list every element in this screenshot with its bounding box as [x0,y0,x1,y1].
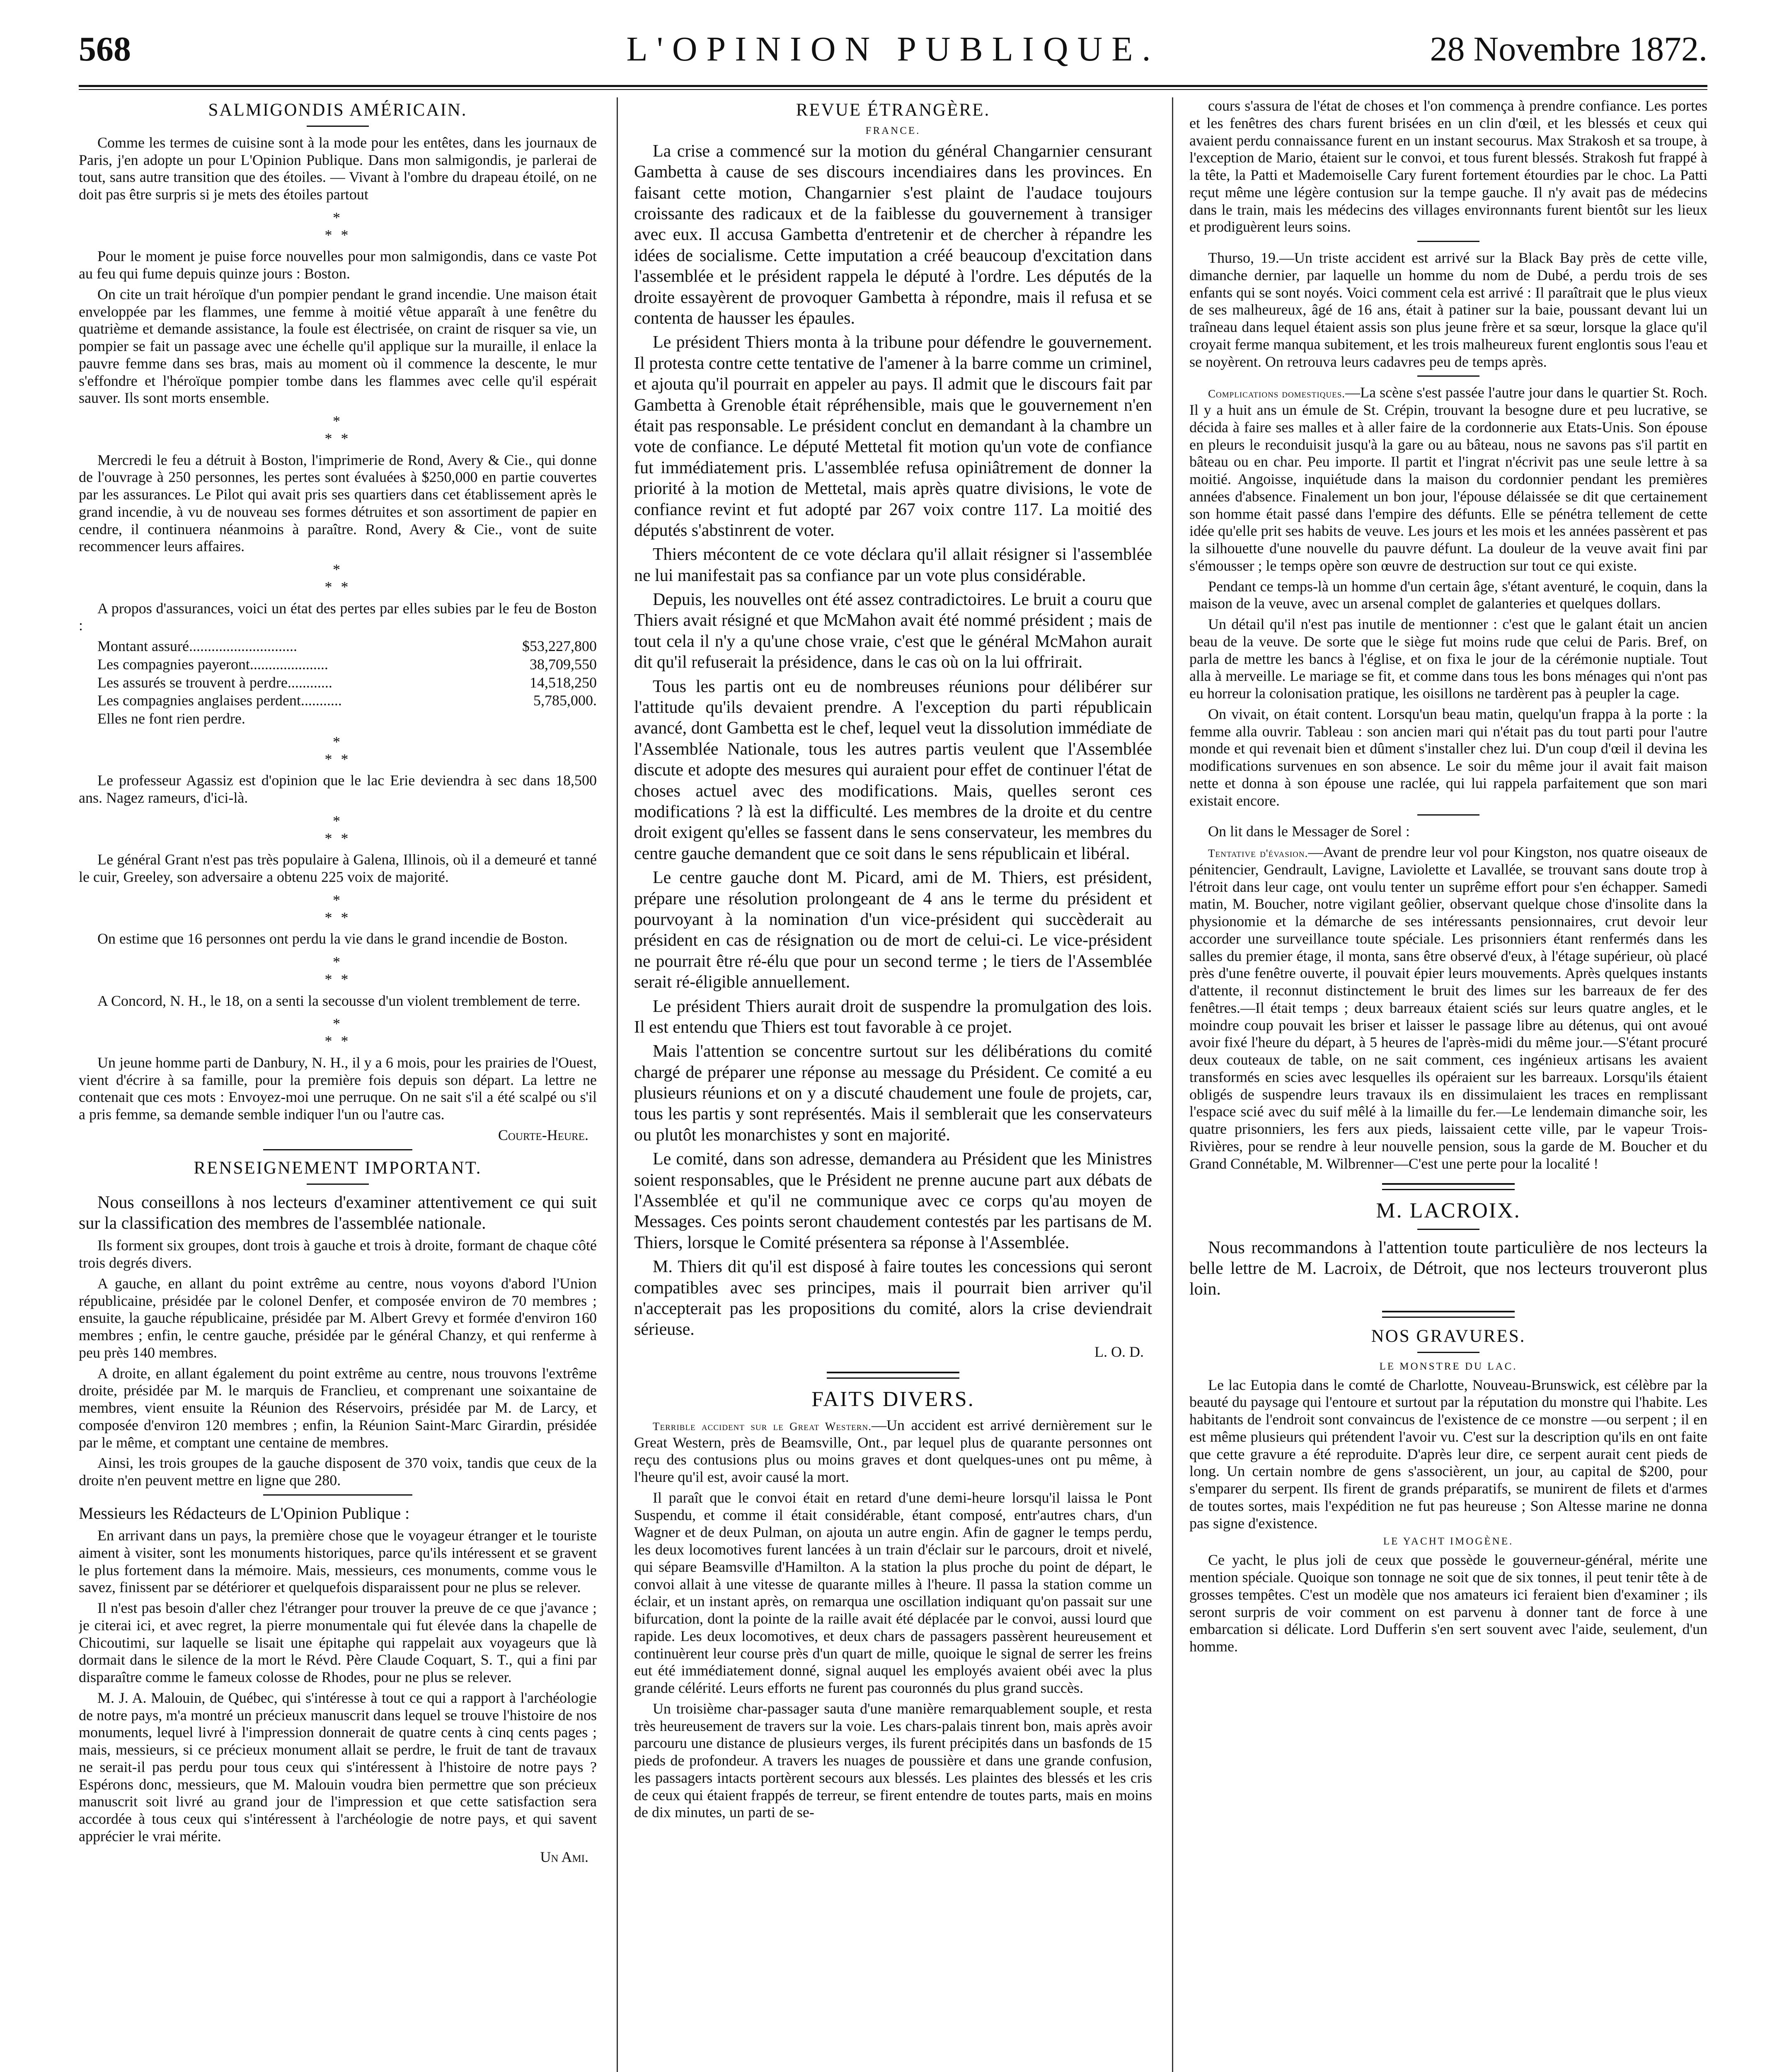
article-title: NOS GRAVURES. [1371,1326,1526,1346]
paragraph: M. Thiers dit qu'il est disposé à faire toutes les concessions qui seront compatibles avec ses principes, mais il pourrait bien arriver qu'il n'accepterait pas les propositions du comité, alors la crise deviendrait sérieuse. [634,1257,1152,1339]
paragraph: Thurso, 19.—Un triste accident est arrivé sur la Black Bay près de cette ville, dimanche dernier, par laquelle un homme du nom de Dubé, a perdu trois de ses enfants qui se sont noyés. Voici comment cela est arrivé : Il paraîtrait que le plus vieux de ses malheureux, âgé de 16 ans, était à patiner sur la baie, poussant devant lui un traîneau dans lequel étaient assis son plus jeune frère et sa sœur, lorsque la glace qu'il croyait ferme manqua subitement, et les trois malheureux furent englontis sous l'eau et se noyèrent. On retrouva leurs cadavres peu de temps après. [1189,249,1707,370]
paragraph: cours s'assura de l'état de choses et l'on commença à prendre confiance. Les portes et les fenêtres des chars furent brisées en un clin d'œil, et les blessés et ceux qui avaient perdu connaissance furent en un instant secourus. Max Strakosh et sa troupe, à l'exception de Mario, étaient sur le convoi, et tous furent blessés. Strakosh fut frappé à la tête, la Patti et Mademoiselle Cary furent fortement étourdies par le choc. La Patti reçut même une légère contusion sur la tempe gauche. Il n'y avait pas de médecins dans le train, mais les médecins des villages environnants furent bientôt sur les lieux et prodiguèrent leurs soins. [1189,97,1707,235]
asterism: * * * [324,561,351,595]
paragraph: On lit dans le Messager de Sorel : [1208,823,1410,840]
asterism: * * * [324,891,351,926]
double-rule [827,1372,959,1379]
paragraph: A Concord, N. H., le 18, on a senti la secousse d'un violent tremblement de terre. [97,992,581,1009]
issue-date: 28 Novembre 1872. [1430,30,1707,68]
paragraph: Ils forment six groupes, dont trois à gauche et trois à droite, formant de chaque côté trois degrés divers. [79,1237,597,1271]
figure-row [97,638,597,655]
paragraph: Ainsi, les trois groupes de la gauche disposent de 370 voix, tandis que ceux de la droite n'en peuvent mettre en ligne que 280. [79,1455,597,1489]
asterism: * * * [324,954,351,988]
lead-in: Tentative d'évasion. [1208,847,1308,859]
figure-label: Montant assuré............................. [97,638,297,655]
article-title: M. LACROIX. [1376,1199,1521,1223]
masthead-rule-thin [79,89,1707,90]
asterism: * * * [324,812,351,847]
asterism: * * * [324,1015,351,1050]
paragraph [1189,844,1707,1172]
separator [1417,375,1479,377]
paragraph: Nous conseillons à nos lecteurs d'examiner attentivement ce qui suit sur la classification des membres de l'assemblée nationale. [79,1193,597,1233]
paragraph: On vivait, on était content. Lorsqu'un beau matin, quelqu'un frappa à la porte : la femme alla ouvrir. Tableau : son ancien mari qui n'était pas du tout parti pour l'autre monde et qui revenait bien et dûment s'installer chez lui. D'un coup d'œil il devina les modifications survenues en son absence. Le soir du même jour il avait fait maison nette et donna à son épouse une raclée, qui lui rappela parfaitement que son mari existait encore. [1189,705,1707,809]
section-subtitle: LE YACHT IMOGÈNE. [1383,1536,1514,1547]
paragraph: A droite, en allant également du point extrême au centre, nous trouvons l'extrême droite, présidée par M. le marquis de Franclieu, et comprenant une soixantaine de membres, vient ensuite la Réunion des Réservoirs, présidée par M. de Larcy, et composée d'environ 120 membres ; enfin, la Réunion Saint-Marc Girardin, présidée par le même, et comptant une centaine de membres. [79,1365,597,1451]
paragraph: Mais l'attention se concentre surtout sur les délibérations du comité chargé de préparer une réponse au message du Président. Ce comité a eu plusieurs réunions et on y a discuté chaudement une foule de projets, car, tous les partis y sont représentés. Mais il semblerait que les conservateurs ou plutôt les monarchistes y sont en majorité. [634,1042,1152,1145]
paragraph: Thiers mécontent de ce vote déclara qu'il allait résigner si l'assemblée ne lui manifestait pas sa confiance par un vote plus considérable. [634,545,1152,585]
column-2 [634,97,1152,2072]
masthead-rule-thick [79,85,1707,87]
separator [1417,1229,1479,1230]
figure-label: Les compagnies anglaises perdent........... [97,692,342,709]
column-divider [617,97,618,2072]
paragraph [634,1417,1152,1486]
asterism: * * * [324,209,351,243]
figure-row [97,692,597,709]
page-number: 568 [79,30,131,68]
paragraph: Il n'est pas besoin d'aller chez l'étranger pour trouver la preuve de ce que j'avance ; je citerai ici, et avec regret, la pierre monumentale qui fut élevée dans la chapelle de Chicoutimi, sur laquelle se lisait une épitaphe qui rappelait aux voyageurs que là dormait dans le silence de la mort le Révd. Père Claude Coquart, S. T., qui a fini par disparaître comme le fameux colosse de Rhodes, pour ne plus se relever. [79,1600,597,1686]
paragraph: Pendant ce temps-là un homme d'un certain âge, s'étant aventuré, le coquin, dans la maison de la veuve, avec un arsenal complet de galanteries et quelques dollars. [1189,578,1707,612]
signature: Courte-Heure. [498,1126,588,1143]
paragraph: Le général Grant n'est pas très populaire à Galena, Illinois, où il a demeuré et tanné le cuir, Greeley, son adversaire a obtenu 225 voix de majorité. [79,851,597,886]
asterism: * * * [324,733,351,767]
paragraph: Nous recommandons à l'attention toute particulière de nos lecteurs la belle lettre de M. Lacroix, de Détroit, que nos lecteurs trouveront plus loin. [1189,1238,1707,1299]
lead-in: Terrible accident sur le Great Western. [653,1420,872,1433]
separator [1417,814,1479,816]
paragraph: Pour le moment je puise force nouvelles pour mon salmigondis, dans ce vaste Pot au feu qui fume depuis quinze jours : Boston. [79,248,597,282]
paragraph-text: —La scène s'est passée l'autre jour dans le quartier St. Roch. Il y a huit ans un émule de St. Crépin, trouvant la besogne dure et peu lucrative, se décida à faire ses malles et à aller faire de la cordonnerie aux Etats-Unis. Son épouse en pleurs le reconduisit jusqu'à la gare ou au bâteau, nous ne savons pas s'il partit en bâteau ou en char. Peu importe. Il partit et l'ingrat n'écrivit pas une seule lettre à sa moitié. Angoisse, inquiétude dans la maison du cordonnier pendant les premières années d'absence. Finalement un bon jour, l'épouse délaissée se dit que certainement son homme était passé dans l'empire des défunts. Elle se pénétra tellement de cette idée qu'elle prit ses habits de veuve. Les jours et les mois et les années passèrent et pas la silhouette d'une nouvelle du pauvre défunt. La douleur de la veuve avait fini par s'émousser ; le temps opère son œuvre de destruction sur tout ce qui existe. [1189,384,1707,574]
separator [263,1149,412,1150]
figure-value: $53,227,800 [522,638,597,655]
article-title: RENSEIGNEMENT IMPORTANT. [194,1158,482,1178]
separator [1417,241,1479,242]
double-rule [1382,1311,1515,1318]
paragraph: Le lac Eutopia dans le comté de Charlotte, Nouveau-Brunswick, est célèbre par la beauté du paysage qui l'entoure et surtout par la réputation du monstre qui l'habite. Les habitants de l'endroit sont convaincus de l'existence de ce monstre —ou serpent ; il en est même plusieurs qui prétendent l'avoir vu. C'est sur la description qu'ils en ont faite que cette gravure a été reproduite. D'après leur dire, ce serpent aurait cent pieds de long. Un certain nombre de gens s'associèrent, un jour, au capital de $200, pour s'emparer du serpent. Ils firent de grands préparatifs, se munirent de filets et d'armes de toutes sortes, mais l'expédition ne fut pas heureuse ; Son Altesse marine ne donna pas signe d'existence. [1189,1376,1707,1532]
article-title: REVUE ÉTRANGÈRE. [796,100,990,120]
paragraph-text: —Un accident est arrivé dernièrement sur le Great Western, près de Beamsville, Ont., par lequel plus de quarante personnes ont reçu des contusions plus ou moins graves et dont quelques-unes ont pu même, à l'heure qu'il est, avoir causé la mort. [634,1416,1152,1486]
separator [307,1184,369,1185]
figure-value: 14,518,250 [530,674,597,691]
letter-heading: Messieurs les Rédacteurs de L'Opinion Publique : [79,1503,410,1523]
paragraph: Le président Thiers aurait droit de suspendre la promulgation des lois. Il est entendu que Thiers est tout favorable à ce projet. [634,997,1152,1037]
column-1 [79,97,597,2072]
paragraph: En arrivant dans un pays, la première chose que le voyageur étranger et le touriste aiment à visiter, sont les monuments historiques, parce qu'ils intéressent et se gravent le plus fortement dans la mémoire. Mais, messieurs, ces monuments, comme vous le savez, finissent par se détériorer et quelquefois disparaissent pour ne plus se relever. [79,1527,597,1596]
article-title: SALMIGONDIS AMÉRICAIN. [208,100,467,120]
paragraph: Comme les termes de cuisine sont à la mode pour les entêtes, dans les journaux de Paris, j'en adopte un pour L'Opinion Publique. Dans mon salmigondis, je parlerai de tout, sans autre transition que des étoiles. — Vivant à l'ombre du drapeau étoilé, on ne doit pas être surpris si je mets des étoiles partout [79,134,597,203]
lead-in: Complications domestiques. [1208,387,1346,400]
paragraph: A gauche, en allant du point extrême au centre, nous voyons d'abord l'Union républicaine, présidée par le colonel Denfer, et composée environ de 70 membres ; ensuite, la gauche républicaine, présidée par M. Albert Grevy et formée d'environ 160 membres ; enfin, le centre gauche, présidée par le général Chanzy, et qui renferme à peu près 140 membres. [79,1275,597,1361]
paragraph: Un détail qu'il n'est pas inutile de mentionner : c'est que le galant était un ancien beau de la veuve. De sorte que le siège fut moins rude que celui de Paris. Bref, on parla de mettre les bancs à l'église, et on fixa le jour de la cérémonie nuptiale. Tout alla à merveille. Le mariage se fit, et comme dans tous les bons ménages qui n'ont pas eu horreur la colonisation pratique, les oisillons ne tardèrent pas à peupler la cage. [1189,616,1707,702]
signature: Un Ami. [540,1848,588,1865]
paragraph: Ce yacht, le plus joli de ceux que possède le gouverneur-général, mérite une mention spéciale. Quoique son tonnage ne soit que de six tonnes, il peut tenir tête à de grosses tempêtes. C'est un modèle que nos amateurs ici feraient bien d'examiner ; ils seront surpris de voir comment on est parvenu à donner tant de force à une embarcation si délicate. Lord Dufferin s'en sert souvent avec l'aide, seulement, d'un homme. [1189,1552,1707,1655]
double-rule [1382,1183,1515,1190]
asterism: * * * [324,413,351,447]
paragraph: Depuis, les nouvelles ont été assez contradictoires. Le bruit a couru que Thiers avait résigné et que McMahon avait été nommé président ; mais de tout cela il n'y a qu'une chose vraie, c'est que le général McMahon aurait dit qu'il refuserait la présidence, dans le cas où on la lui offrirait. [634,590,1152,672]
figure-label: Les compagnies payeront..................... [97,656,328,673]
column-divider [1172,97,1173,2072]
paragraph: M. J. A. Malouin, de Québec, qui s'intéresse à tout ce qui a rapport à l'archéologie de notre pays, m'a montré un précieux manuscrit dans lequel se trouve l'histoire de nos monuments, lequel livré à l'impression donnerait de quatre cents à cinq cents pages ; mais, messieurs, si ce précieux monument allait se perdre, le fruit de tant de travaux ne serait-il pas perdu pour tous ceux qui s'intéressent à l'histoire de notre pays ? Espérons donc, messieurs, que M. Malouin voudra bien permettre que son précieux manuscrit soit livré au grand jour de l'impression et que cette satisfaction sera accordée à tous ceux qui s'intéressent à l'archéologie de notre pays, et qui savent apprécier le vrai mérite. [79,1689,597,1844]
newspaper-title: L'OPINION PUBLIQUE. [626,30,1160,68]
paragraph: Le président Thiers monta à la tribune pour défendre le gouvernement. Il protesta contre cette tentative de l'amener à la barre comme un criminel, et ajouta qu'il pourrait en appeler au pays. Il admit que le discours fait par Gambetta à Grenoble était répréhensible, mais que le gouvernement n'en était pas responsable. Le président conclut en demandant à la chambre un vote de confiance. Le député Mettetal fit motion qu'un vote de confiance fut immédiatement pris. L'assemblée refusa opiniâtrement de donner la priorité à la motion de Mettetal, mais après quatre divisions, le vote de confiance revint et fut adopté par 267 voix contre 117. La moitié des députés s'abstinrent de voter. [634,333,1152,540]
paragraph: Il paraît que le convoi était en retard d'une demi-heure lorsqu'il laissa le Pont Suspendu, et comme il était considérable, étant composé, entr'autres chars, d'un Wagner et de deux Pulman, on ajouta un autre engin. Afin de gagner le temps perdu, les deux locomotives furent lancées à un train d'éclair sur le parcours, droit et nivelé, qui sépare Beamsville d'Hamilton. A la station la plus proche du point de départ, le convoi allait à une vitesse de quarante milles à l'heure. Il passa la station comme un éclair, et un instant après, on remarqua une oscillation indiquant qu'on passait sur une bifurcation, dont la pointe de la raille avait été déplacée par le convoi, aussi lourd que rapide. Les deux locomotives, et deux chars de passagers passèrent heureusement et continuèrent leur course près d'un quart de mille, quoique le signal de serrer les freins eut été immédiatement donné, signal auquel les employés avaient obéi avec la plus grande célérité. Leurs efforts ne furent pas couronnés du plus grand succès. [634,1489,1152,1697]
paragraph: On cite un trait héroïque d'un pompier pendant le grand incendie. Une maison était enveloppée par les flammes, une femme à moitié vêtue apparaît à une fenêtre du quatrième et demande assistance, la foule est électrisée, on craint de risquer sa vie, un pompier se fait un passage avec une échelle qu'il applique sur la muraille, il enlace la pauvre femme dans ses bras, mais au moment où il commence la descente, le mur s'effondre et l'héroïque pompier tombe dans les flammes avec celle qu'il espérait sauver. Ils sont morts ensemble. [79,286,597,407]
figure-row [97,674,597,692]
paragraph: La crise a commencé sur la motion du général Changarnier censurant Gambetta à cause de ses discours incendiaires dans les provinces. En faisant cette motion, Changarnier s'est plaint de l'audace toujours croissante des radicaux et de la faiblesse du gouvernement à transiger avec eux. Il accusa Gambetta d'entretenir et de chercher à répandre les idées de socialisme. Cette imputation a créé beaucoup d'excitation dans l'assemblée et le président rappela le député à l'ordre. Les députés de la droite essayèrent de provoquer Gambetta à répondre, mais il refusa et se contenta de hausser les épaules. [634,141,1152,328]
column-3 [1189,97,1707,2072]
figure-value: 38,709,550 [530,656,597,673]
figure-value: 5,785,000. [533,692,597,709]
section-subtitle: FRANCE. [865,125,921,136]
article-title: FAITS DIVERS. [811,1387,975,1411]
paragraph: Le comité, dans son adresse, demandera au Président que les Ministres soient responsables, que le Président ne prenne aucune part aux débats de l'Assemblée et qu'il ne communique avec ce corps qu'au moyen de Messages. Ces points seront chaudement contestés par les partisans de M. Thiers, lorsque le Comité présentera sa réponse à l'Assemblée. [634,1150,1152,1252]
paragraph: Elles ne font rien perdre. [97,710,245,727]
paragraph: Tous les partis ont eu de nombreuses réunions pour délibérer sur l'attitude qu'ils devaient prendre. A l'exception du parti républicain avancé, dont Gambetta est le chef, lequel veut la dissolution immédiate de l'Assemblée Nationale, tous les autres partis veulent que l'Assemblée discute et adopte des mesures qui auraient pour effet de continuer l'état de choses actuel avec des modifications. Mais, quelles seront ces modifications ? là est la difficulté. Les membres de la droite et du centre droit exigent qu'elles se fassent dans le sens conservateur, les membres du centre gauche demandent que ce soit dans le sens républicain et libéral. [634,677,1152,863]
paragraph-text: —Avant de prendre leur vol pour Kingston, nos quatre oiseaux de pénitencier, Gendrault, Lavigne, Laviolette et Lavallée, se trouvant sans doute trop à l'étroit dans leur cage, ont voulu tenter un suprême effort pour s'en échapper. Samedi matin, M. Boucher, notre vigilant geôlier, observant quelque chose d'insolite dans la physionomie et la démarche de ses intéressants pensionnaires, crut devoir leur accorder une surveillance toute spéciale. Les prisonniers étant renfermés dans les salles du premier étage, il monta, sans être observé d'eux, à l'étage supérieur, où placé près d'une fenêtre ouverte, il pouvait épier leurs mouvements. Après quelques instants d'attente, il reconnut distinctement le bruit des limes sur les barreaux de fer des fenêtres.—Il était temps ; deux barreaux étaient sciés sur leurs quatre angles, et le moindre coup pouvait les briser et laisser le passage libre au détenus, qui ont avoué avoir fixé l'heure du départ, à 5 heures de l'après-midi du même jour.—S'étant procuré deux couteaux de table, on ne sait comment, ces ingénieux artisans les avaient transformés en scies avec lesquelles ils opéraient sur les barreaux. Lorsqu'ils étaient obligés de suspendre leurs travaux ils en dissimulaient les traces en remplissant l'espace scié avec du suif mêlé à la limaille du fer.—Le lendemain dimanche soir, les quatre prisonniers, les fers aux pieds, laissaient cette ville, par le vapeur Trois-Rivières, pour se rendre à leur nouvelle pension, sous la garde de M. Boucher et du Grand Connétable, M. Wilbrenner—C'est une perte pour la localité ! [1189,844,1707,1172]
signature: L. O. D. [1094,1343,1144,1360]
separator [263,1494,412,1496]
figure-row [97,656,597,673]
paragraph: A propos d'assurances, voici un état des pertes par elles subies par le feu de Boston : [79,600,597,634]
paragraph [1189,384,1707,574]
paragraph: Un jeune homme parti de Danbury, N. H., il y a 6 mois, pour les prairies de l'Ouest, vient d'écrire à sa famille, pour la première fois depuis son départ. La lettre ne contenait que ces mots : Envoyez-moi une perruque. On ne sait s'il a été scalpé ou s'il a pris femme, sa demande semble indiquer l'un ou l'autre cas. [79,1054,597,1123]
separator [1417,1352,1479,1353]
paragraph: Un troisième char-passager sauta d'une manière remarquablement souple, et resta très heureusement de travers sur la voie. Les chars-palais tinrent bon, mais après avoir parcouru une distance de plusieurs verges, ils furent précipités dans un basfonds de 15 pieds de profondeur. A travers les nuages de poussière et dans une grande confusion, les passagers intacts portèrent secours aux blessés. Les plaintes des blessés et les cris de ceux qui étaient frappés de terreur, se firent entendre de toutes parts, mais en moins de dix minutes, un parti de se- [634,1700,1152,1821]
paragraph: On estime que 16 personnes ont perdu la vie dans le grand incendie de Boston. [97,930,568,947]
masthead [79,25,1707,83]
section-subtitle: LE MONSTRE DU LAC. [1379,1360,1518,1372]
paragraph: Mercredi le feu a détruit à Boston, l'imprimerie de Rond, Avery & Cie., qui donne de l'ouvrage à 250 personnes, les pertes sont évaluées à $250,000 en partie couvertes par les assurances. Le Pilot qui avait pris ses quartiers dans cet établissement après le grand incendie, à vu de nouveau ses formes détruites et son assortiment de papier en cendre, il continuera néanmoins à paraître. Rond, Avery & Cie., vont de suite recommencer leurs affaires. [79,451,597,555]
paragraph: Le centre gauche dont M. Picard, ami de M. Thiers, est président, prépare une résolution prolongeant de 4 ans le terme du président et pourvoyant à la nomination d'un vice-président qui succèderait au président en cas de résignation ou de mort de celui-ci. Le vice-président ne pourrait être ré-élu que pour un second terme ; le tiers de l'Assemblée serait ré-éligible annuellement. [634,868,1152,992]
figure-label: Les assurés se trouvent à perdre............ [97,674,332,691]
paragraph: Le professeur Agassiz est d'opinion que le lac Erie deviendra à sec dans 18,500 ans. Nagez rameurs, d'ici-là. [79,772,597,806]
separator [307,126,369,127]
